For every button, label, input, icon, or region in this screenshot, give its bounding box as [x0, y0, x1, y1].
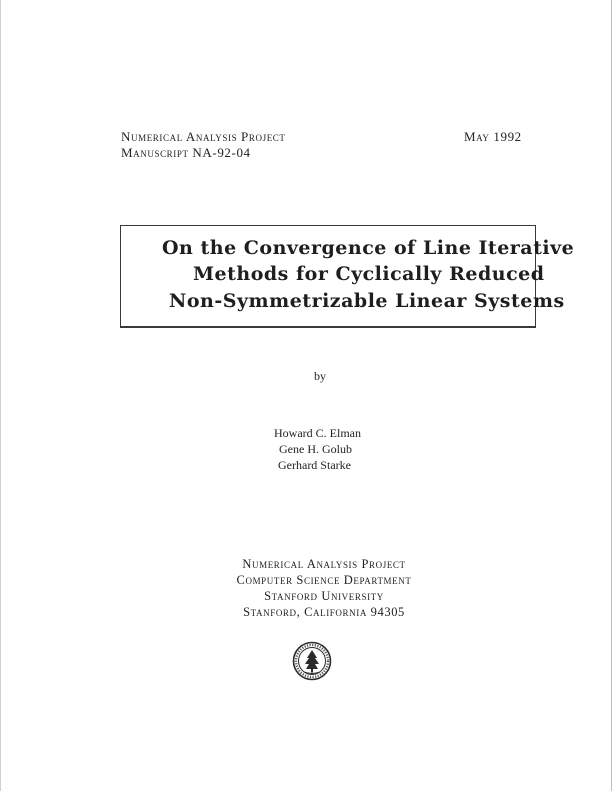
address-line-3: Stanford University: [264, 589, 384, 603]
author-list: [274, 425, 361, 473]
byline: by: [314, 369, 326, 383]
page-left-edge: [0, 0, 1, 791]
header-left: [121, 129, 286, 161]
title-line-2: Methods for Cyclically Reduced: [193, 263, 545, 285]
address-block: [208, 556, 440, 620]
author-2: Gene H. Golub: [279, 442, 352, 456]
address-line-4: Stanford, California 94305: [243, 605, 405, 619]
title-box: [120, 225, 575, 328]
header-manuscript: Manuscript NA-92-04: [121, 145, 251, 160]
address-line-1: Numerical Analysis Project: [242, 557, 406, 571]
address-line-2: Computer Science Department: [236, 573, 412, 587]
stanford-seal-icon: [292, 641, 332, 681]
title-line-1: On the Convergence of Line Iterative: [162, 237, 575, 259]
author-3: Gerhard Starke: [278, 458, 351, 472]
header-date: May 1992: [464, 129, 522, 144]
author-1: Howard C. Elman: [274, 426, 361, 440]
title-line-3: Non-Symmetrizable Linear Systems: [169, 290, 565, 312]
header-project: Numerical Analysis Project: [121, 129, 286, 144]
